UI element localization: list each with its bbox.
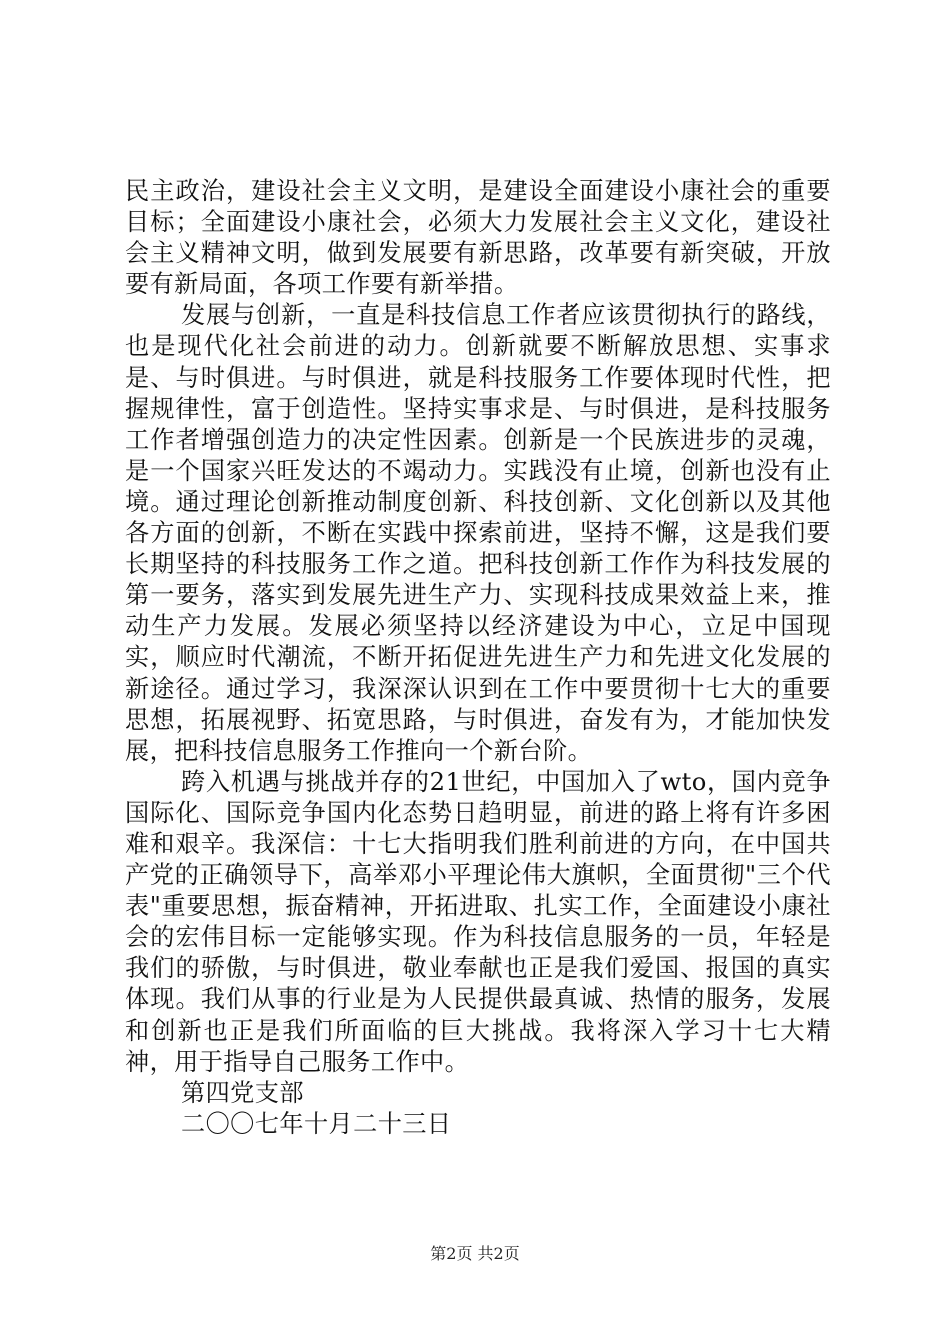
- paragraph-development-innovation: 发展与创新，一直是科技信息工作者应该贯彻执行的路线，也是现代化社会前进的动力。创新就要不断解放思想、实事求是、与时俱进。与时俱进，就是科技服务工作要体现时代性，把握规律性，富于创造性。坚持实事求是、与时俱进，是科技服务工作者增强创造力的决定性因素。创新是一个民族进步的灵魂，是一个国家兴旺发达的不竭动力。实践没有止境，创新也没有止境。通过理论创新推动制度创新、科技创新、文化创新以及其他各方面的创新，不断在实践中探索前进，坚持不懈，这是我们要长期坚持的科技服务工作之道。把科技创新工作作为科技发展的第一要务，落实到发展先进生产力、实现科技成果效益上来，推动生产力发展。发展必须坚持以经济建设为中心，立足中国现实，顺应时代潮流，不断开拓促进先进生产力和先进文化发展的新途径。通过学习，我深深认识到在工作中要贯彻十七大的重要思想，拓展视野、拓宽思路，与时俱进，奋发有为，才能加快发展，把科技信息服务工作推向一个新台阶。: [125, 301, 831, 765]
- paragraph-21st-century: 跨入机遇与挑战并存的21世纪，中国加入了wto，国内竞争国际化、国际竞争国内化态势日趋明显，前进的路上将有许多困难和艰辛。我深信：十七大指明我们胜利前进的方向，在中国共产党的正确领导下，高举邓小平理论伟大旗帜，全面贯彻"三个代表"重要思想，振奋精神，开拓进取、扎实工作，全面建设小康社会的宏伟目标一定能够实现。作为科技信息服务的一员，年轻是我们的骄傲，与时俱进，敬业奉献也正是我们爱国、报国的真实体现。我们从事的行业是为人民提供最真诚、热情的服务，发展和创新也正是我们所面临的巨大挑战。我将深入学习十七大精神，用于指导自己服务工作中。: [125, 767, 831, 1076]
- document-body: [125, 176, 831, 1140]
- page-number-footer: 第2页 共2页: [430, 1244, 520, 1263]
- signature-line: 第四党支部: [181, 1078, 304, 1107]
- paragraph-continued: 民主政治，建设社会主义文明，是建设全面建设小康社会的重要目标；全面建设小康社会，必须大力发展社会主义文化，建设社会主义精神文明，做到发展要有新思路，改革要有新突破，开放要有新局面，各项工作要有新举措。: [125, 177, 831, 299]
- date-line: 二〇〇七年十月二十三日: [181, 1109, 452, 1138]
